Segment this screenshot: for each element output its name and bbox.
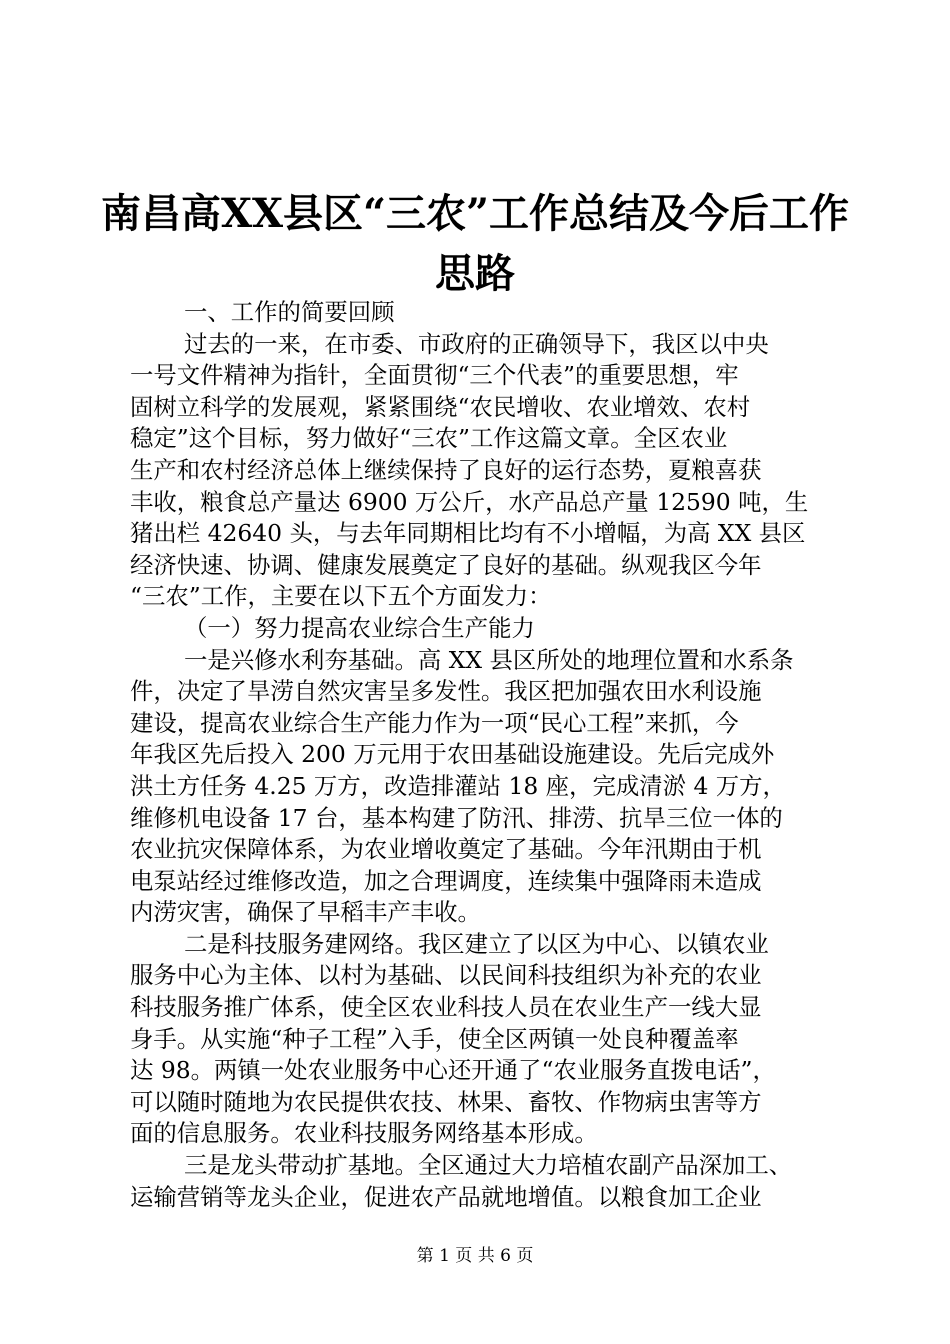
paragraph-line: 农业抗灾保障体系，为农业增收奠定了基础。今年汛期由于机: [130, 835, 762, 864]
paragraph-line: 一是兴修水利夯基础。高 XX 县区所处的地理位置和水系条: [184, 645, 794, 674]
paragraph-line: 达 98。两镇一处农业服务中心还开通了“农业服务直拨电话”，: [130, 1056, 776, 1085]
paragraph-line: 过去的一来，在市委、市政府的正确领导下，我区以中央: [184, 329, 769, 358]
paragraph-line: 内涝灾害，确保了早稻丰产丰收。: [130, 898, 481, 927]
paragraph-line: 件，决定了旱涝自然灾害呈多发性。我区把加强农田水利设施: [130, 677, 762, 706]
paragraph-line: 洪土方任务 4.25 万方，改造排灌站 18 座，完成清淤 4 万方，: [130, 771, 786, 800]
paragraph-line: 猪出栏 42640 头，与去年同期相比均有不小增幅，为高 XX 县区: [130, 519, 806, 548]
paragraph-line: 科技服务推广体系，使全区农业科技人员在农业生产一线大显: [130, 993, 762, 1022]
paragraph-line: 电泵站经过维修改造，加之合理调度，连续集中强降雨未造成: [130, 866, 762, 895]
document-title: [0, 184, 950, 304]
paragraph-line: 经济快速、协调、健康发展奠定了良好的基础。纵观我区今年: [130, 550, 762, 579]
subsection-heading: （一）努力提高农业综合生产能力: [184, 613, 535, 642]
paragraph-line: 稳定”这个目标，努力做好“三农”工作这篇文章。全区农业: [130, 424, 728, 453]
paragraph-line: 服务中心为主体、以村为基础、以民间科技组织为补充的农业: [130, 961, 762, 990]
paragraph-line: 年我区先后投入 200 万元用于农田基础设施建设。先后完成外: [130, 740, 775, 769]
page-footer: 第 1 页 共 6 页: [416, 1246, 534, 1266]
paragraph-line: 面的信息服务。农业科技服务网络基本形成。: [130, 1119, 598, 1148]
title-line-2: 思路: [435, 250, 515, 297]
paragraph-line: 二是科技服务建网络。我区建立了以区为中心、以镇农业: [184, 929, 769, 958]
section-heading: 一、工作的简要回顾: [184, 298, 395, 326]
paragraph-line: 一号文件精神为指针，全面贯彻“三个代表”的重要思想，牢: [130, 361, 739, 390]
paragraph-line: “三农”工作，主要在以下五个方面发力：: [130, 582, 552, 611]
title-line-1: 南昌高XX县区“三农”工作总结及今后工作: [100, 190, 850, 237]
paragraph-line: 固树立科学的发展观，紧紧围绕“农民增收、农业增效、农村: [130, 392, 751, 421]
paragraph-line: 生产和农村经济总体上继续保持了良好的运行态势，夏粮喜获: [130, 455, 762, 484]
paragraph-line: 三是龙头带动扩基地。全区通过大力培植农副产品深加工、: [184, 1151, 793, 1180]
paragraph-line: 维修机电设备 17 台，基本构建了防汛、排涝、抗旱三位一体的: [130, 803, 783, 832]
paragraph-line: 建设，提高农业综合生产能力作为一项“民心工程”来抓，今: [130, 708, 739, 737]
document-body: [130, 297, 842, 1213]
paragraph-line: 运输营销等龙头企业，促进农产品就地增值。以粮食加工企业: [130, 1182, 762, 1211]
paragraph-line: 丰收，粮食总产量达 6900 万公斤，水产品总产量 12590 吨，生: [130, 487, 809, 516]
paragraph-line: 身手。从实施“种子工程”入手，使全区两镇一处良种覆盖率: [130, 1024, 739, 1053]
paragraph-line: 可以随时随地为农民提供农技、林果、畜牧、作物病虫害等方: [130, 1087, 762, 1116]
